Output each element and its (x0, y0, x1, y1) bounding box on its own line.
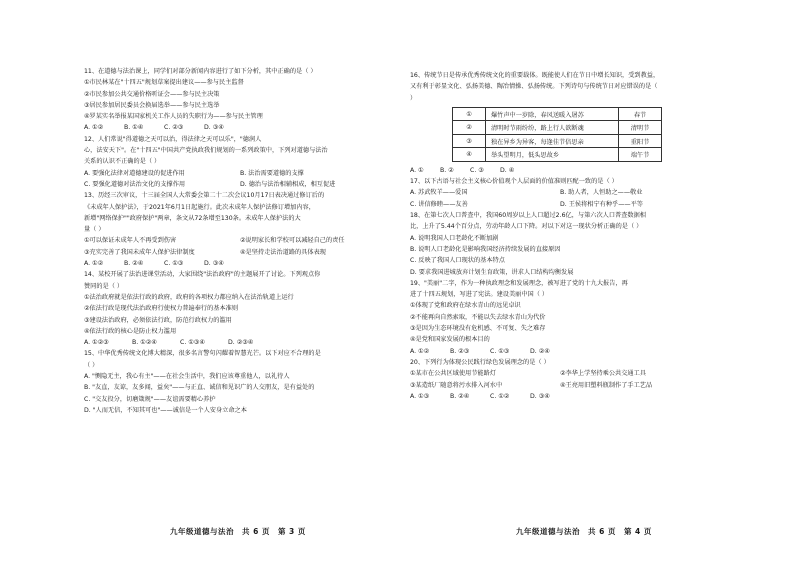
question-item: ③充实完善了我国未成年人保护法律制度 (84, 248, 195, 256)
question-17 (410, 176, 710, 210)
option-b: B. "友直，友谅，友多闻，益矣"——与正直、诚信和见识广的人交朋友，是有益处的 (84, 384, 315, 392)
option-a: A. 苏武牧羊——爱国 (410, 189, 468, 197)
option-b: B. ② (440, 166, 454, 174)
festival-table (452, 107, 662, 162)
option-a: A. "恻隐无主，我心有主"——在社会生活中，我们应该尊重他人，以礼待人 (84, 373, 290, 381)
option-a: A. 说明我国人口老龄化不断加剧 (410, 234, 499, 242)
option-c: C. 讲信修睦——友善 (410, 200, 468, 208)
page-footer: 九年级道德与法治 共 6 页 第 4 页 (516, 527, 652, 536)
page-footer: 九年级道德与法治 共 6 页 第 3 页 (170, 527, 306, 536)
question-stem: 关系的认识不正确的是（ ） (84, 158, 161, 166)
question-item: ②不能再向自然索取，不能以失去绿水青山为代价 (410, 313, 546, 321)
question-item: ②依法行政是现代法治政府行使权力普遍奉行的基本准则 (84, 305, 239, 313)
table-row (453, 121, 662, 135)
question-item: ①可以保证未成年人不再受到伤害 (84, 237, 177, 245)
question-stem: 15、中华优秀传统文化博大精深，很多名言警句闪耀着智慧光芒。以下对应不合理的是 (84, 350, 321, 358)
question-stem: 13、历经三次审议，十三届全国人大常委会第二十二次会议10月17日表决通过修订后的 (84, 192, 325, 200)
answer-options (84, 122, 396, 133)
question-item: ②李华上学坚持乘公共交通工具 (560, 370, 646, 378)
option-a: A. ①③ (410, 392, 430, 400)
question-stem: 16、传统节日是传承优秀传统文化的重要载体。既能使人们在节日中增长知识，受到教益， (410, 72, 660, 79)
question-stem: （ ） (84, 361, 99, 369)
question-item: ④依法行政的核心是防止权力滥用 (84, 327, 177, 335)
option-d: D. 要求我国进城放弃计划生育政策，讲求人口结构均衡发展 (410, 268, 574, 276)
question-stem: 11、在道德与法治课上，同学们对部分新闻内容进行了如下分析，其中正确的是（ ） (84, 68, 317, 75)
question-stem: 量（ ） (84, 226, 105, 234)
question-stem: 19、"美丽"二字，作为一种执政理念和发展理念，被写进了党的十九大报告，再 (410, 279, 628, 287)
answer-options (84, 337, 396, 348)
option-c: C. ①③ (490, 347, 510, 355)
option-b: B. ②③ (450, 347, 470, 355)
question-item: ④王亮用旧塑料瓶制作了手工艺品 (560, 381, 653, 389)
option-c: C. ①③ (164, 260, 184, 268)
option-d: D. "人而无信，不知其可也"——诚信是一个人安身立命之本 (84, 406, 247, 414)
option-c: C. ③ (470, 166, 484, 174)
question-stem: 《未成年人保护法》，于2021年6月1日起施行。此次未成年人保护法修订增加内容， (84, 203, 315, 211)
option-a: A. ① (410, 166, 424, 174)
table-cell: 爆竹声中一岁除，春风送暖入屠苏 (486, 107, 619, 121)
option-a: A. ①②③ (84, 339, 109, 347)
question-item: ①市民林某在"十四五"规划草案提出建议——参与民主监督 (84, 79, 244, 87)
option-d: D. ②③④ (228, 339, 254, 347)
answer-options (410, 391, 710, 402)
table-cell: ④ (453, 148, 486, 162)
table-cell: 举头望明月，低头思故乡 (486, 148, 619, 162)
option-c: C. ①③④ (180, 339, 205, 347)
question-stem: 赞同的是（ ） (84, 282, 124, 290)
question-item: ②市民参加公共交通价格听证会——参与民主决策 (84, 90, 220, 98)
table-cell: 清明节 (619, 121, 662, 135)
question-item: ④是坚持走法治道路的具体表现 (240, 248, 326, 256)
option-d: D. ④ (500, 166, 515, 174)
question-item: ①法治政府就是依法行政的政府，政府的各项权力都应纳入在法治轨道上运行 (84, 293, 294, 301)
question-item: ③建设法治政府，必须依法行政，防范行政权力的滥用 (84, 316, 232, 324)
option-b: B. 法治需要道德的支撑 (240, 169, 304, 177)
answer-options (410, 165, 710, 176)
question-item: ①体现了党和政府在绿水青山的远见卓识 (410, 302, 521, 310)
question-stem: ） (410, 94, 417, 102)
left-page (84, 0, 396, 561)
question-19 (410, 278, 710, 357)
option-b: B. ②④ (124, 260, 144, 268)
question-stem: 比，上升了5.44个百分点，劳动年龄人口下降。对以下对这一现状分析正确的是（ ） (410, 223, 643, 231)
option-d: D. 德治与法治相辅相成，相互促进 (240, 180, 336, 188)
table-cell: 春节 (619, 107, 662, 121)
question-stem: 17、以下古语与社会主义核心价值观个人层面的价值准则匹配一致的是（ ） (410, 178, 618, 186)
question-item: ④罗某实名举报某国家机关工作人员的失职行为——参与民主管理 (84, 113, 263, 121)
option-c: C. ②③ (164, 124, 184, 132)
option-c: C. 要强化道德对法治文化的支撑作用 (84, 180, 186, 188)
table-row (453, 107, 662, 121)
question-15 (84, 348, 396, 416)
question-11 (84, 66, 396, 134)
table-cell: ① (453, 107, 486, 121)
table-cell: 独在异乡为异客，每逢佳节倍思亲 (486, 134, 619, 148)
option-b: B. 说明人口老龄化是影响我国经济持续发展的直接原因 (410, 245, 561, 253)
answer-options (84, 258, 396, 269)
right-page (410, 0, 710, 561)
table-cell: ② (453, 121, 486, 135)
question-16 (410, 70, 710, 176)
option-c: C. 反映了我国人口现状的基本特点 (410, 257, 505, 265)
table-cell: 清明时节雨纷纷，路上行人欲断魂 (486, 121, 619, 135)
question-item: ③居民参加居民委员会换届选举——参与民主选举 (84, 101, 220, 109)
question-18 (410, 210, 710, 278)
question-stem: 心，法安天下"。在"十四五"中国共产党执政我们规划的一系列政策中，下列对道德与法治 (84, 147, 328, 155)
question-item: ②说明家长和学校可以减轻自己的责任 (240, 237, 345, 245)
option-a: A. ①② (410, 347, 430, 355)
answer-options (84, 168, 396, 191)
table-row (453, 134, 662, 148)
table-cell: 端午节 (619, 148, 662, 162)
option-d: D. ③④ (530, 392, 550, 400)
option-d: D. ③④ (204, 260, 224, 268)
question-items (410, 368, 710, 391)
option-b: B. 助人者，人恒助之——敬业 (560, 189, 643, 197)
question-items (84, 235, 396, 258)
option-d: D. 王侯将相宁有种乎——平等 (560, 200, 643, 208)
answer-options (410, 346, 710, 357)
question-20 (410, 357, 710, 402)
option-c: C. ①② (490, 392, 510, 400)
option-b: B. ②④ (450, 392, 470, 400)
answer-options (410, 187, 710, 210)
question-14 (84, 269, 396, 348)
question-stem: 12、人们常说"得道德之天可以治，得法律之天可以乐"，"德润人 (84, 135, 262, 143)
question-item: ③某造纸厂随意将污水排入河水中 (410, 381, 503, 389)
option-d: D. ②④ (530, 347, 550, 355)
table-cell: 重阳节 (619, 134, 662, 148)
option-b: B. ①④ (124, 124, 144, 132)
option-d: D. ③④ (204, 124, 224, 132)
question-stem: 20、下列行为体现公民践行绿色发展理念的是（ ） (410, 358, 550, 366)
question-stem: 进了十四五规划，写进了宪法。建设美丽中国（ ） (410, 291, 549, 299)
option-a: A. ①② (84, 260, 104, 268)
question-stem: 14、某校开展了法治进课堂活动，大家围绕"法治政府"的主题展开了讨论。下列观点你 (84, 271, 321, 279)
question-12 (84, 134, 396, 190)
option-a: A. 要强化法律对道德建设的促进作用 (84, 169, 185, 177)
table-cell: ③ (453, 134, 486, 148)
question-item: ④是党和国家发展的根本目的 (410, 336, 490, 344)
question-13 (84, 190, 396, 269)
question-stem: 18、在第七次人口普查中，我国60周岁以上人口超过2.6亿，与第六次人口普查数据相 (410, 212, 646, 220)
option-a: A. ①② (84, 124, 104, 132)
option-b: B. ①②④ (132, 339, 157, 347)
question-item: ①某市在公共区域使用节能路灯 (410, 370, 496, 378)
question-item: ③是因为生态环境没有危机感、不可复、失之难存 (410, 325, 546, 333)
option-c: C. "交友投分，切磨箴规"——友谊需要精心养护 (84, 395, 216, 403)
table-row (453, 148, 662, 162)
question-stem: 新增"网络保护""政府保护"两章，条文从72条增至130条。未成年人保护法的大 (84, 214, 301, 222)
question-stem: 又有利于彰显文化、弘扬美德、陶冶情操、弘扬传统。下列诗句与传统节日对应错误的是（ (410, 83, 658, 91)
